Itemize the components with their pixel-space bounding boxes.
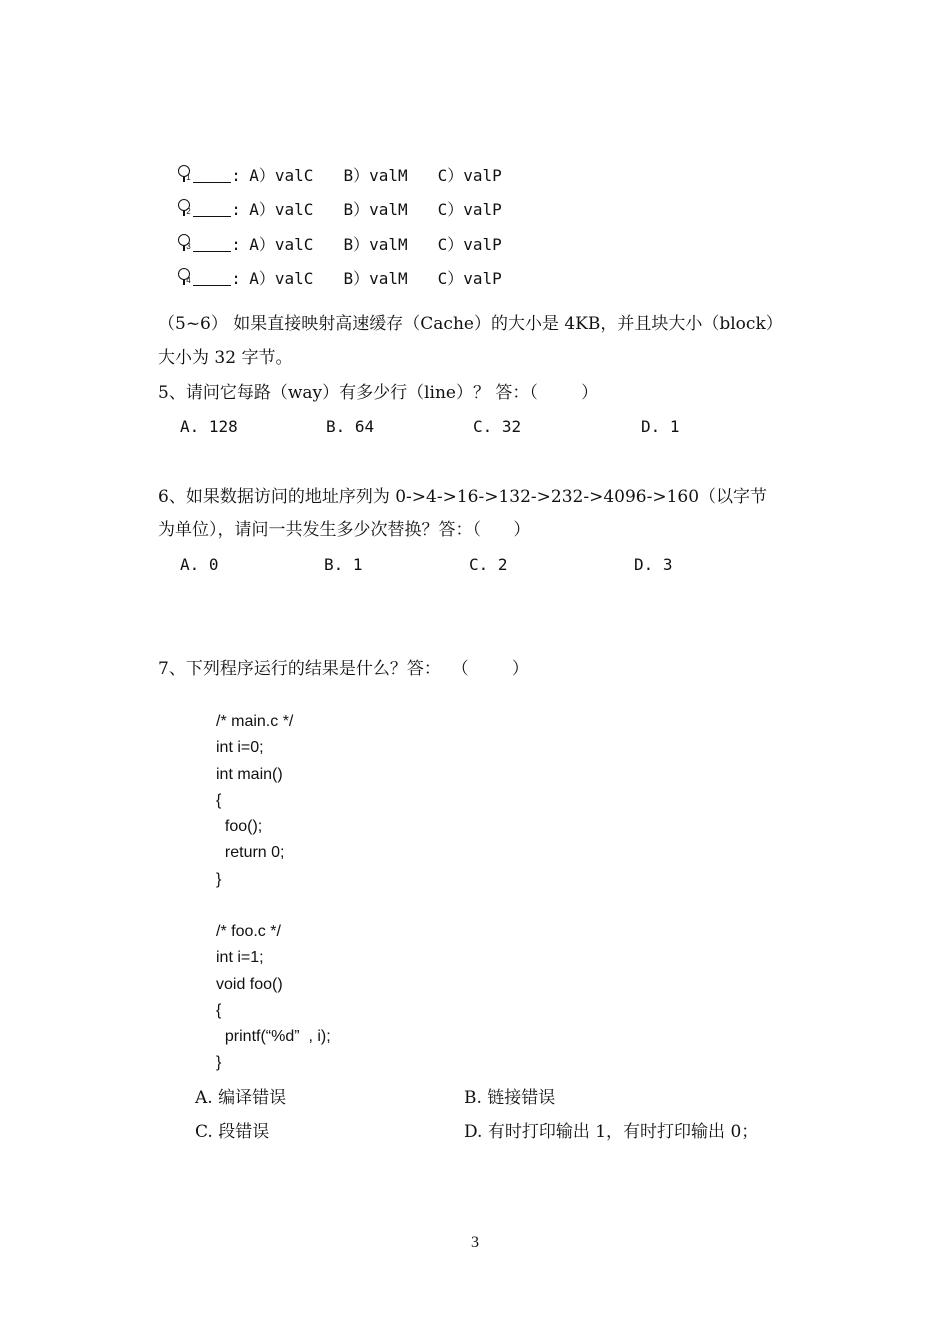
q7-option-d[interactable]: D. 有时打印输出 1，有时打印输出 0； [464, 1122, 759, 1142]
code-line: } [216, 1054, 222, 1071]
q5-option-d[interactable]: D. 1 [641, 417, 680, 436]
code-line: void foo() [216, 976, 283, 993]
option-b: B）valM [343, 200, 408, 219]
code-line: int i=0; [216, 739, 264, 756]
option-a: A）valC [249, 166, 314, 185]
question-6-line-2: 为单位），请问一共发生多少次替换？答：（ ） [158, 520, 531, 540]
q7-option-b[interactable]: B. 链接错误 [464, 1088, 556, 1108]
code-line: { [216, 792, 222, 809]
q6-option-c[interactable]: C. 2 [469, 555, 508, 574]
option-a: A）valC [249, 269, 314, 288]
q7-option-c[interactable]: C. 段错误 [195, 1122, 270, 1142]
code-line: int main() [216, 766, 283, 783]
page-number: 3 [471, 1234, 479, 1251]
circled-number-icon: 4 [177, 267, 193, 287]
answer-blank[interactable] [193, 269, 231, 286]
q5-option-a[interactable]: A. 128 [180, 417, 238, 436]
code-line: { [216, 1002, 222, 1019]
cache-intro-line-1: （5~6） 如果直接映射高速缓存（Cache）的大小是 4KB，并且块大小（block） [158, 314, 783, 334]
question-7-text: 7、下列程序运行的结果是什么？答： （ ） [158, 659, 529, 679]
q6-option-a[interactable]: A. 0 [180, 555, 219, 574]
cache-intro-line-2: 大小为 32 字节。 [158, 348, 293, 368]
option-b: B）valM [343, 235, 408, 254]
option-a: A）valC [249, 200, 314, 219]
circled-number-icon: 2 [177, 198, 193, 218]
code-line: int i=1; [216, 949, 264, 966]
option-b: B）valM [343, 166, 408, 185]
pipeline-question-3: 3 : A）valC B）valM C）valP [158, 211, 502, 256]
question-6-line-1: 6、如果数据访问的地址序列为 0->4->16->132->232->4096->160（以字节 [158, 487, 768, 507]
q6-option-d[interactable]: D. 3 [634, 555, 673, 574]
code-line: } [216, 871, 222, 888]
q5-option-c[interactable]: C. 32 [473, 417, 522, 436]
circled-number-icon: 1 [177, 164, 193, 184]
option-c: C）valP [437, 269, 502, 288]
q7-option-a[interactable]: A. 编译错误 [195, 1088, 287, 1108]
code-line: /* main.c */ [216, 713, 294, 730]
option-c: C）valP [437, 166, 502, 185]
option-c: C）valP [437, 200, 502, 219]
pipeline-question-1: 1 : A）valC B）valM C）valP [158, 142, 502, 187]
question-5-text: 5、请问它每路（way）有多少行（line）？ 答：（ ） [158, 383, 599, 403]
code-line: /* foo.c */ [216, 923, 281, 940]
q5-option-b[interactable]: B. 64 [326, 417, 375, 436]
option-c: C）valP [437, 235, 502, 254]
code-line: return 0; [216, 844, 285, 861]
option-a: A）valC [249, 235, 314, 254]
code-line: printf(“%d” , i); [216, 1028, 331, 1045]
option-b: B）valM [343, 269, 408, 288]
pipeline-question-2: 2 : A）valC B）valM C）valP [158, 176, 502, 221]
q6-option-b[interactable]: B. 1 [324, 555, 363, 574]
circled-number-icon: 3 [177, 233, 193, 253]
code-line: foo(); [216, 818, 263, 835]
pipeline-question-4: 4 : A）valC B）valM C）valP [158, 245, 502, 290]
